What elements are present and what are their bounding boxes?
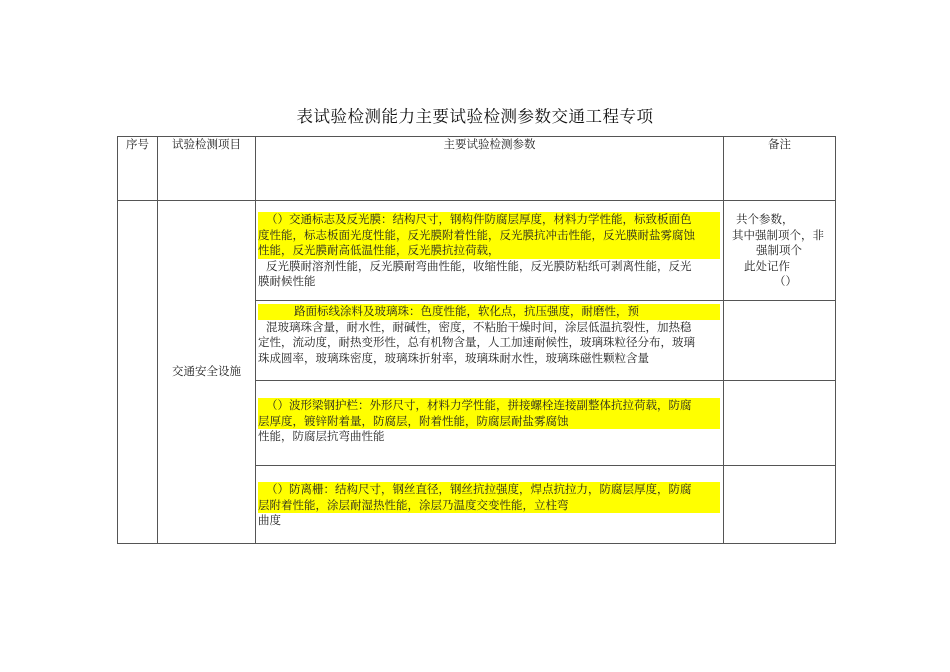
param-line: 性能，防腐层抗弯曲性能 (258, 429, 385, 444)
header-params: 主要试验检测参数 (256, 137, 724, 201)
remark-line: （） (774, 274, 797, 289)
param-line: 珠成圆率，玻璃珠密度，玻璃珠折射率，玻璃珠耐水性，玻璃珠磁性颗粒含量 (258, 350, 649, 365)
param-cell-road-marking (256, 301, 724, 381)
remark-line: 强制项个 (756, 243, 802, 258)
param-line: 混玻璃珠含量，耐水性，耐碱性，密度，不粘胎干燥时间，涂层低温抗裂性，加热稳 (266, 319, 692, 334)
param-cell-fence (256, 466, 724, 544)
param-line: 层附着性能，涂层耐湿热性能，涂层乃温度交变性能，立柱弯 (258, 497, 569, 512)
remark-line: 此处记作 (744, 258, 790, 273)
header-no: 序号 (118, 137, 158, 201)
remark-cell (724, 201, 836, 301)
param-line: 层厚度，镀锌附着量，防腐层，附着性能，防腐层耐盐雾腐蚀 (258, 413, 569, 428)
header-item: 试验检测项目 (158, 137, 256, 201)
header-remark: 备注 (724, 137, 836, 201)
category-cell: 交通安全设施 (158, 201, 256, 544)
highlighted-params (258, 398, 720, 429)
table-row (118, 201, 836, 301)
param-line: 定性，流动度，耐热变形性，总有机物含量，人工加速耐候性，玻璃珠粒径分布，玻璃 (258, 335, 695, 350)
param-line: 度性能，标志板面光度性能，反光膜附着性能，反光膜抗冲击性能，反光膜耐盐雾腐蚀 (258, 227, 695, 242)
highlighted-params (258, 212, 720, 259)
param-line: 反光膜耐溶剂性能，反光膜耐弯曲性能，收缩性能，反光膜防粘纸可剥离性能，反光 (266, 258, 692, 273)
param-line-highlighted: 路面标线涂料及玻璃珠：色度性能，软化点，抗压强度，耐磨性，预 (258, 304, 720, 320)
highlighted-params (258, 482, 720, 513)
param-cell-guardrail (256, 381, 724, 466)
param-line: （）交通标志及反光膜：结构尺寸，钢构件防腐层厚度，材料力学性能，标致板面色 (266, 212, 692, 226)
param-line: （）波形梁钢护栏：外形尺寸，材料力学性能，拼接螺栓连接副整体抗拉荷载，防腐 (266, 398, 692, 412)
remark-cell (724, 381, 836, 466)
param-cell-traffic-signs (256, 201, 724, 301)
remark-cell (724, 466, 836, 544)
param-line: 膜耐候性能 (258, 274, 316, 289)
row-number-cell (118, 201, 158, 544)
remark-line: 其中强制项个，非 (732, 227, 824, 242)
param-line: 性能，反光膜耐高低温性能，反光膜抗拉荷载， (258, 243, 500, 258)
table-header-row (118, 137, 836, 201)
param-line: 曲度 (258, 513, 281, 528)
document-title: 表试验检测能力主要试验检测参数交通工程专项 (296, 107, 654, 126)
param-line: （）防离栅：结构尺寸，钢丝直径，钢丝抗拉强度，焊点抗拉力，防腐层厚度，防腐 (266, 482, 692, 496)
remark-line: 共个参数， (736, 212, 794, 226)
remark-cell (724, 301, 836, 381)
parameters-table (117, 136, 836, 544)
